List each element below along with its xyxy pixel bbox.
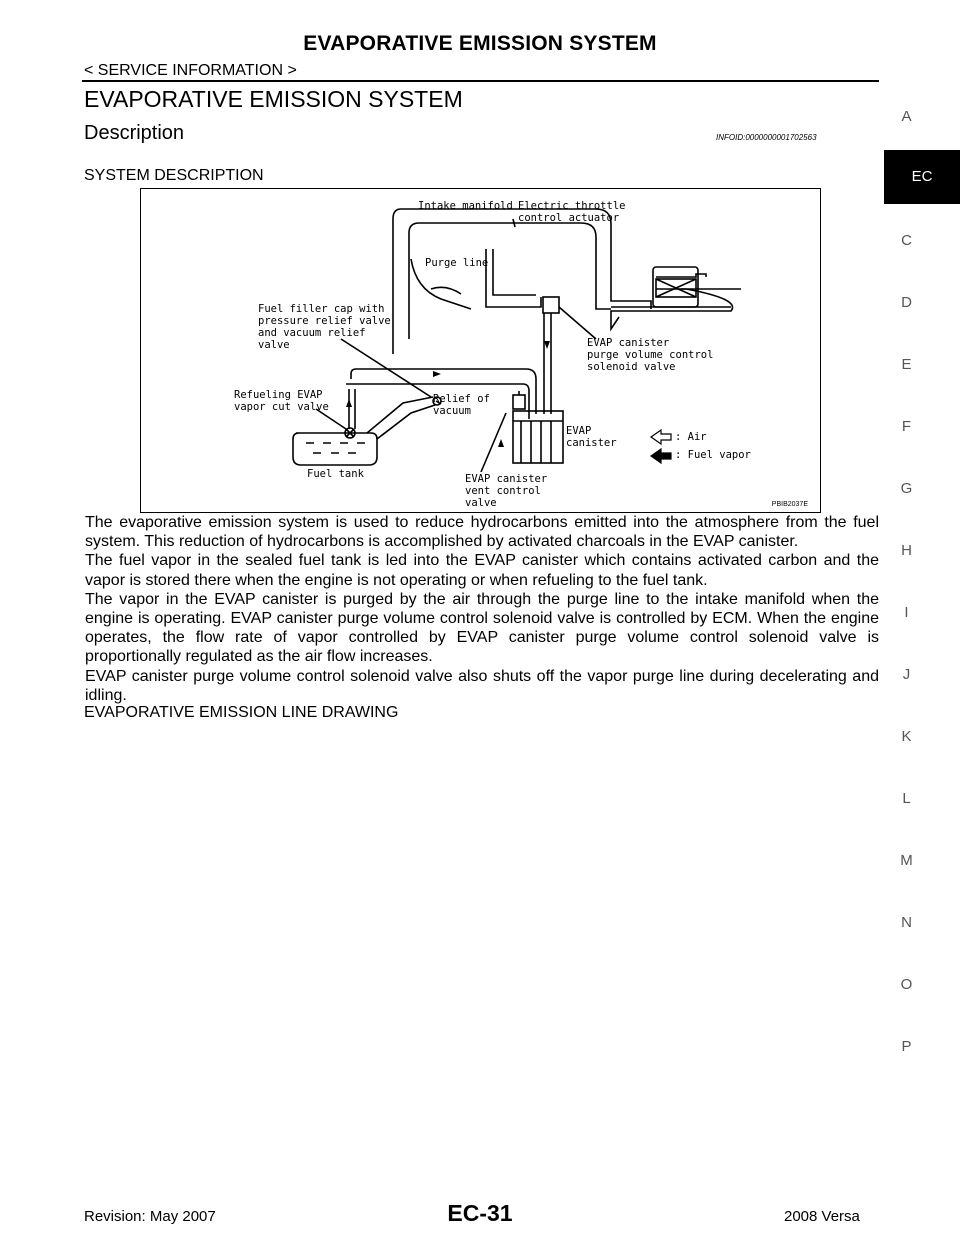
- label-filler-cap: Fuel filler cap with pressure relief valve and vacuum relief valve: [258, 303, 391, 351]
- index-tab-ec[interactable]: EC: [884, 150, 960, 204]
- index-tab-p[interactable]: P: [901, 1038, 912, 1055]
- paragraph: The vapor in the EVAP canister is purged by the air through the purge line to the intake manifold when the engine is operating. EVAP canister purge volume control solenoid valve is controlled by ECM. When the engine operates, the flow rate of vapor controlled by EVAP canister purge volume control solenoid valve is proportionally regulated as the air flow increases.: [85, 590, 879, 666]
- index-tab-g[interactable]: G: [900, 480, 913, 497]
- index-tab-n[interactable]: N: [901, 914, 912, 931]
- index-tab-f[interactable]: F: [901, 418, 912, 435]
- label-throttle-actuator: Electric throttle control actuator: [518, 200, 626, 224]
- legend-fuel-vapor: : Fuel vapor: [675, 449, 751, 461]
- diagram-code: PBIB2037E: [771, 501, 808, 508]
- evap-system-diagram: [140, 188, 821, 513]
- footer-model: 2008 Versa: [784, 1208, 860, 1225]
- index-tab-a[interactable]: A: [901, 108, 912, 125]
- index-tab-j[interactable]: J: [902, 666, 911, 683]
- label-refueling-valve: Refueling EVAP vapor cut valve: [234, 389, 329, 413]
- description-body: [85, 513, 879, 705]
- line-drawing-heading: EVAPORATIVE EMISSION LINE DRAWING: [84, 704, 399, 721]
- index-tab-k[interactable]: K: [901, 728, 912, 745]
- diagram-drawing: [141, 189, 822, 514]
- footer-revision: Revision: May 2007: [84, 1208, 216, 1225]
- index-tab-m[interactable]: M: [900, 852, 913, 869]
- header-divider: [82, 80, 879, 82]
- label-evap-canister: EVAP canister: [566, 425, 617, 449]
- section-title: EVAPORATIVE EMISSION SYSTEM: [84, 86, 463, 112]
- index-tab-c[interactable]: C: [901, 232, 912, 249]
- system-description-heading: SYSTEM DESCRIPTION: [84, 167, 264, 184]
- index-tab-l[interactable]: L: [902, 790, 911, 807]
- breadcrumb: < SERVICE INFORMATION >: [84, 62, 297, 79]
- index-tab-d[interactable]: D: [901, 294, 912, 311]
- paragraph: EVAP canister purge volume control solenoid valve also shuts off the vapor purge line during decelerating and idling.: [85, 667, 879, 704]
- description-heading: Description: [84, 122, 185, 144]
- page-header-title: EVAPORATIVE EMISSION SYSTEM: [303, 32, 657, 55]
- label-relief-of-vacuum: Relief of vacuum: [433, 393, 490, 417]
- label-vent-valve: EVAP canister vent control valve: [465, 473, 548, 509]
- index-tab-h[interactable]: H: [901, 542, 912, 559]
- paragraph: The evaporative emission system is used to reduce hydrocarbons emitted into the atmosphere from the fuel system. This reduction of hydrocarbons is accomplished by activated charcoals in the EVAP canister.: [85, 514, 879, 551]
- index-tab-e[interactable]: E: [901, 356, 912, 373]
- label-fuel-tank: Fuel tank: [307, 468, 364, 480]
- footer-page-number: EC-31: [447, 1200, 513, 1226]
- legend-air: : Air: [675, 431, 707, 443]
- paragraph: The fuel vapor in the sealed fuel tank is led into the EVAP canister which contains activated carbon and the vapor is stored there when the engine is not operating or when refueling to the fuel tank.: [85, 552, 879, 589]
- index-tab-o[interactable]: O: [900, 976, 913, 993]
- info-id: INFOID:0000000001702563: [716, 133, 817, 142]
- label-intake-manifold: Intake manifold: [418, 200, 513, 212]
- label-purge-line: Purge line: [425, 257, 489, 269]
- label-purge-valve: EVAP canister purge volume control solenoid valve: [587, 337, 714, 373]
- index-tab-i[interactable]: I: [904, 604, 909, 621]
